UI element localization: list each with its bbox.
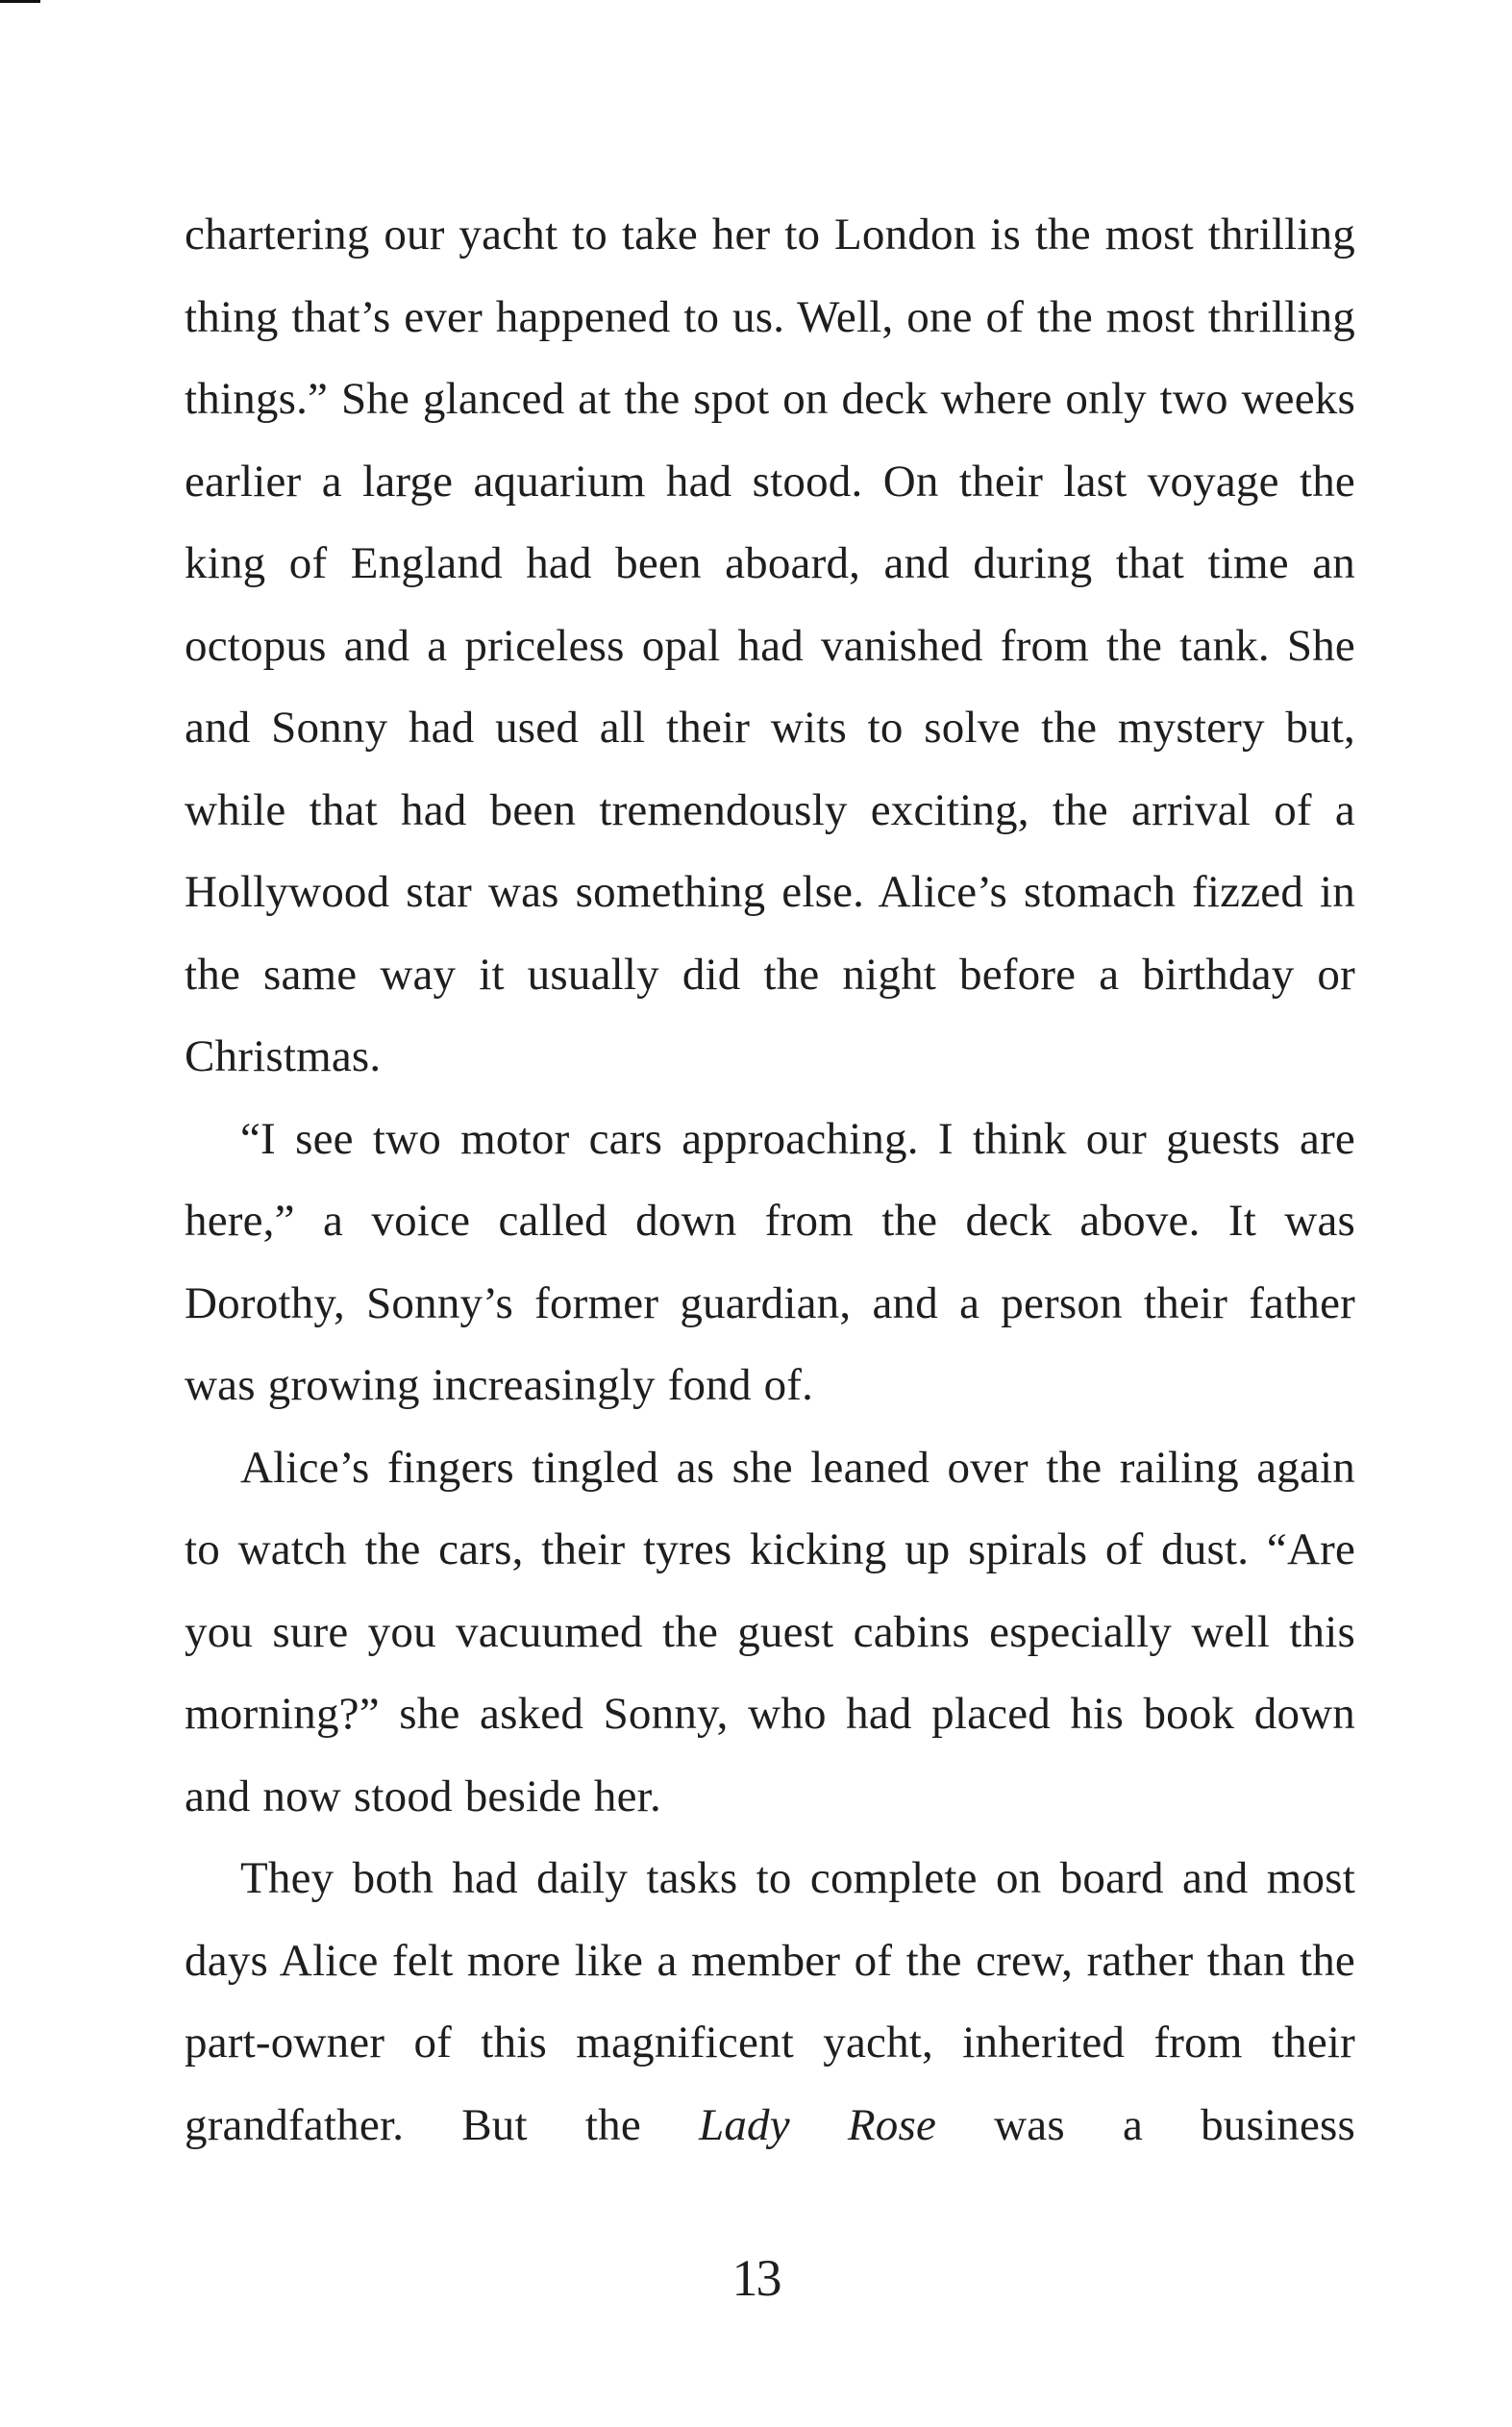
paragraph-4 [185,1838,1355,2167]
page-number: 13 [731,2249,781,2307]
paragraph-2: “I see two motor cars approaching. I think our guests are here,” a voice called down from the deck above. It was Dorothy, Sonny’s former guardian, and a person their father was growing increasingly fond of. [185,1113,1355,1410]
paragraph-1: chartering our yacht to take her to London is the most thrilling thing that’s ever happened to us. Well, one of the most thrilling things.” She glanced at the spot on deck where only two weeks earlier a large aquarium had stood. On their last voyage the king of England had been aboard, and during that time an octopus and a priceless opal had vanished from the tank. She and Sonny had used all their wits to solve the mystery but, while that had been tremendously exciting, the arrival of a Hollywood star was something else. Alice’s stomach fizzed in the same way it usually did the night before a birthday or Christmas. [185,210,1355,1081]
body-text [185,194,1355,2167]
paragraph-3: Alice’s fingers tingled as she leaned over the railing again to watch the cars, their tyres kicking up spirals of dust. “Are you sure you vacuumed the guest cabins especially well this morning?” she asked Sonny, who had placed his book down and now stood beside her. [185,1442,1355,1821]
paragraph-4-end: was a business [936,2099,1355,2150]
yacht-name: Lady Rose [698,2099,937,2150]
paragraph-4-start: They both had daily tasks to complete on board and most days Alice felt more like a member of the crew, rather than the part-owner of this magnificent yacht, inherited from their grandfather. But the [185,1853,1355,2150]
scan-edge-mark [0,0,40,3]
